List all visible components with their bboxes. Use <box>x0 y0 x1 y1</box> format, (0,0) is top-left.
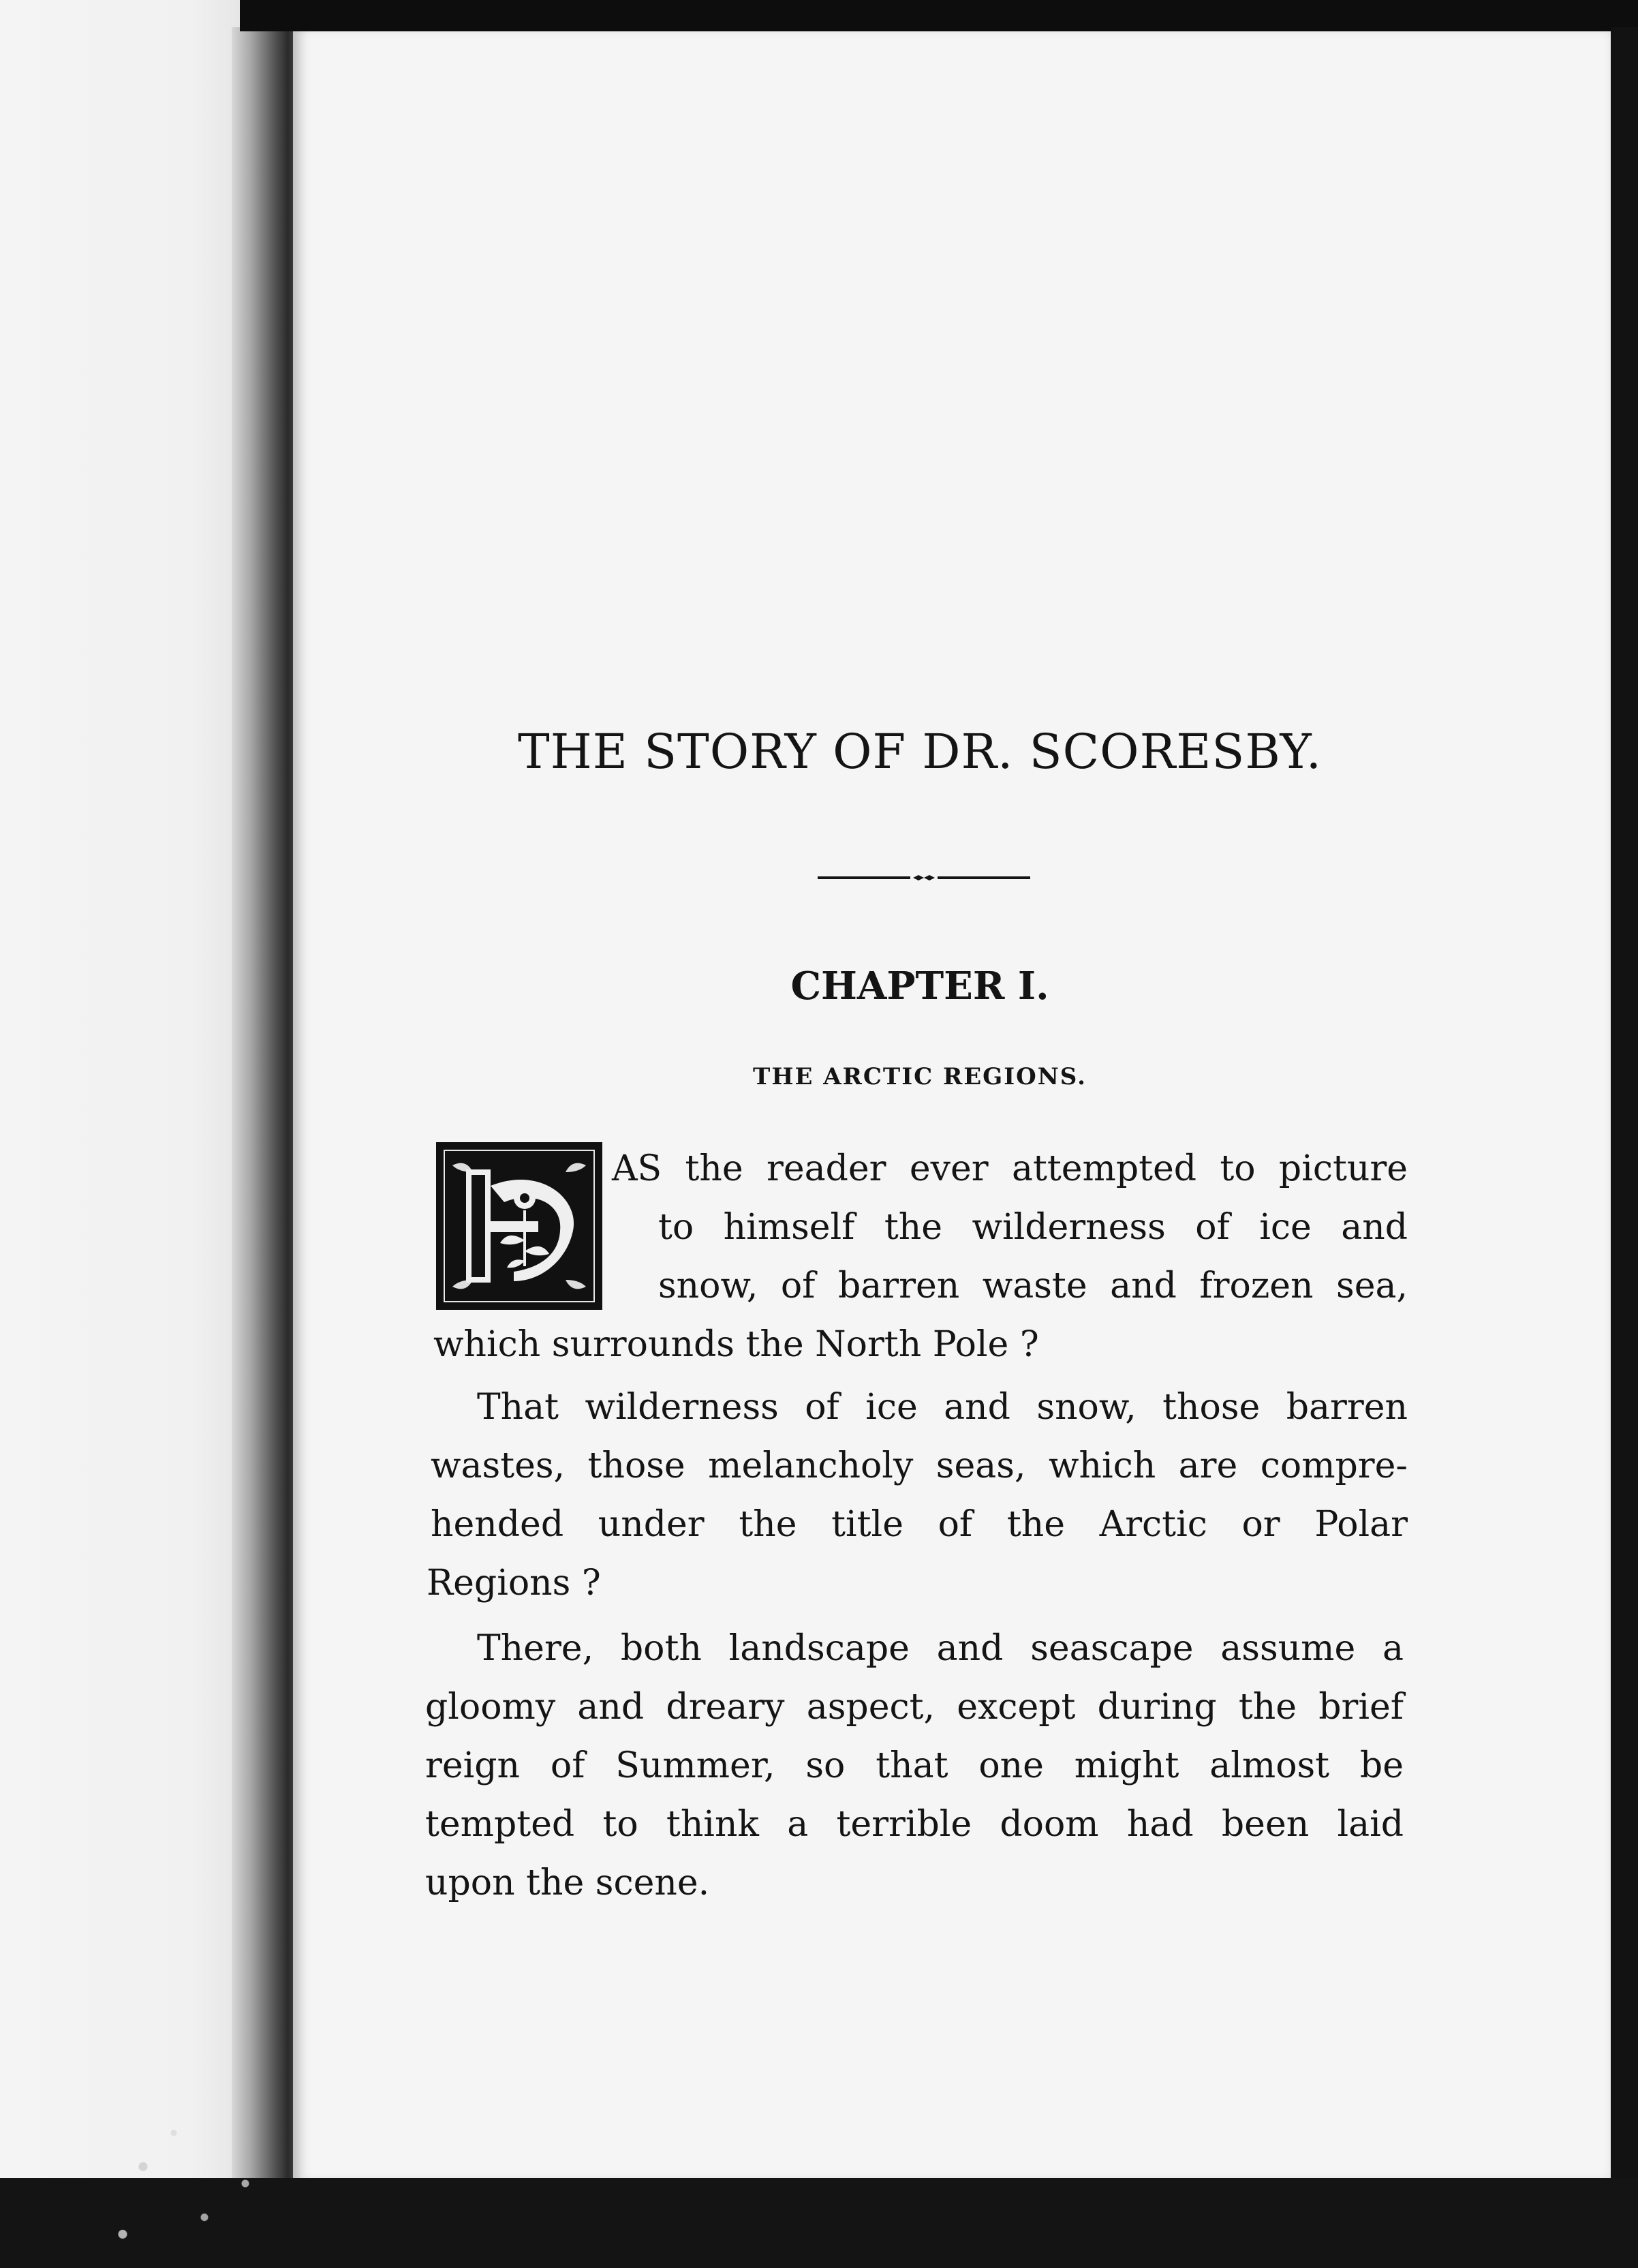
body-line-4: which surrounds the North Pole ? <box>433 1324 1039 1365</box>
body-line-8: Regions ? <box>427 1563 601 1604</box>
ornamental-rule <box>818 875 1030 880</box>
body-line-12: tempted to think a terrible doom had been laid <box>425 1804 1404 1845</box>
book-title: THE STORY OF DR. SCORESBY. <box>518 724 1322 780</box>
right-scan-border <box>1611 27 1638 2194</box>
body-line-1: AS the reader ever attempted to picture <box>612 1148 1408 1189</box>
body-line-2: to himself the wilderness of ice and <box>658 1207 1408 1248</box>
ornamental-dropcap-h <box>436 1142 602 1310</box>
body-line-3: snow, of barren waste and frozen sea, <box>658 1266 1408 1306</box>
body-line-10: gloomy and dreary aspect, except during the brief <box>425 1687 1404 1728</box>
chapter-heading: CHAPTER I. <box>790 964 1049 1009</box>
body-line-9: There, both landscape and seascape assume a <box>477 1628 1404 1669</box>
body-line-5: That wilderness of ice and snow, those barren <box>477 1387 1408 1428</box>
left-page-edge <box>0 0 240 2268</box>
body-line-7: hended under the title of the Arctic or Polar <box>431 1504 1408 1545</box>
body-line-6: wastes, those melancholy seas, which are compre- <box>431 1445 1408 1486</box>
page-damage-speckle <box>82 2099 286 2268</box>
body-line-13: upon the scene. <box>425 1863 710 1903</box>
chapter-subtitle: THE ARCTIC REGIONS. <box>753 1063 1087 1090</box>
top-scan-border <box>240 0 1638 31</box>
body-line-11: reign of Summer, so that one might almost be <box>425 1745 1404 1786</box>
